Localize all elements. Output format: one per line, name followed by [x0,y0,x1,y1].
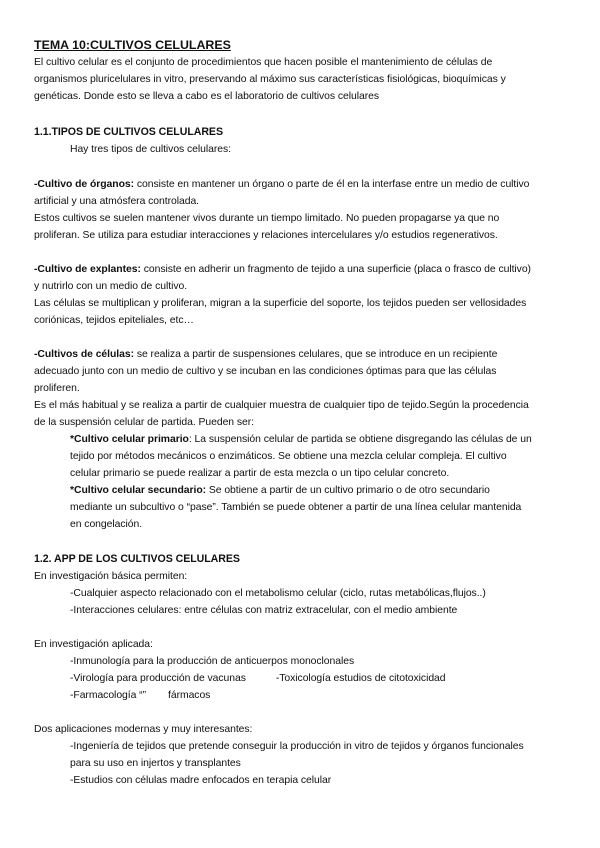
paragraph-line: de la suspensión celular de partida. Pueden ser: [34,417,254,428]
list-item: -Interacciones celulares: entre células con matriz extracelular, con el medio ambiente [70,605,458,616]
term-cultivo-explantes: -Cultivo de explantes: [34,264,141,275]
term-cultivos-celulas: -Cultivos de células: [34,349,134,360]
paragraph-line: -Cultivos de células: se realiza a partir de suspensiones celulares, que se introduce en un recipiente [34,349,498,360]
paragraph-line: *Cultivo celular secundario: Se obtiene a partir de un cultivo primario o de otro secundario [70,485,490,496]
paragraph-line: adecuado junto con un medio de cultivo y se incuban en las condiciones óptimas para que las células [34,366,497,377]
section-heading-tipos: 1.1.TIPOS DE CULTIVOS CELULARES [34,126,223,138]
intro-line: genéticas. Donde esto se lleva a cabo es el laboratorio de cultivos celulares [34,91,380,102]
list-item: -Farmacología “” fármacos [70,690,211,701]
list-item: -Virología para producción de vacunas -Toxicología estudios de citotoxicidad [70,673,446,684]
paragraph-line: proliferen. [34,383,80,394]
list-item: para su uso en injertos y transplantes [70,758,241,769]
paragraph-line: coriónicas, tejidos epiteliales, etc… [34,315,194,326]
term-cultivo-primario: *Cultivo celular primario [70,434,189,445]
intro-line: organismos pluricelulares in vitro, preservando al máximo sus características fisiológicas, bioquímicas y [34,74,506,85]
section-heading-app: 1.2. APP DE LOS CULTIVOS CELULARES [34,553,240,565]
paragraph-line: tejido por métodos mecánicos o enzimáticos. Se obtiene una mezcla celular compleja. El cultivo [70,451,507,462]
paragraph-line: -Cultivo de órganos: consiste en mantener un órgano o parte de él en la interfase entre un medio de cultivo [34,179,530,190]
paragraph-line: En investigación básica permiten: [34,571,188,582]
list-item: -Ingeniería de tejidos que pretende conseguir la producción in vitro de tejidos y órganos funcionales [70,741,524,752]
paragraph-line: y nutrirlo con un medio de cultivo. [34,281,188,292]
intro-line: El cultivo celular es el conjunto de procedimientos que hacen posible el mantenimiento de células de [34,57,493,68]
paragraph-line: Es el más habitual y se realiza a partir de cualquier muestra de cualquier tipo de tejido.Según la procedencia [34,400,529,411]
term-cultivo-organos: -Cultivo de órganos: [34,179,135,190]
paragraph-line: artificial y una atmósfera controlada. [34,196,200,207]
paragraph-line: mediante un subcultivo o “pase”. También se puede obtener a partir de una línea celular mantenida [70,502,522,513]
paragraph-line: -Cultivo de explantes: consiste en adherir un fragmento de tejido a una superficie (placa o frasco de cultivo) [34,264,531,275]
paragraph-line: proliferan. Se utiliza para estudiar interacciones y relaciones intercelulares y/o estudios regenerativos. [34,230,498,241]
paragraph-line: Dos aplicaciones modernas y muy interesantes: [34,724,253,735]
list-item: -Cualquier aspecto relacionado con el metabolismo celular (ciclo, rutas metabólicas,flujos..) [70,588,486,599]
paragraph-line: Las células se multiplican y proliferan, migran a la superficie del soporte, los tejidos pueden ser vellosidades [34,298,527,309]
paragraph-line: en congelación. [70,519,143,530]
paragraph-line: Estos cultivos se suelen mantener vivos durante un tiempo limitado. No pueden propagarse ya que no [34,213,500,224]
term-cultivo-secundario: *Cultivo celular secundario: [70,485,207,496]
page-title: TEMA 10:CULTIVOS CELULARES [34,38,231,52]
list-item: -Estudios con células madre enfocados en terapia celular [70,775,332,786]
paragraph-line: *Cultivo celular primario: La suspensión celular de partida se obtiene disgregando las células de un [70,434,532,445]
section-lead: Hay tres tipos de cultivos celulares: [70,144,232,155]
paragraph-line: celular primario se puede realizar a partir de esta mezcla o un tipo celular concreto. [70,468,450,479]
paragraph-line: En investigación aplicada: [34,639,153,650]
list-item: -Inmunología para la producción de anticuerpos monoclonales [70,656,355,667]
